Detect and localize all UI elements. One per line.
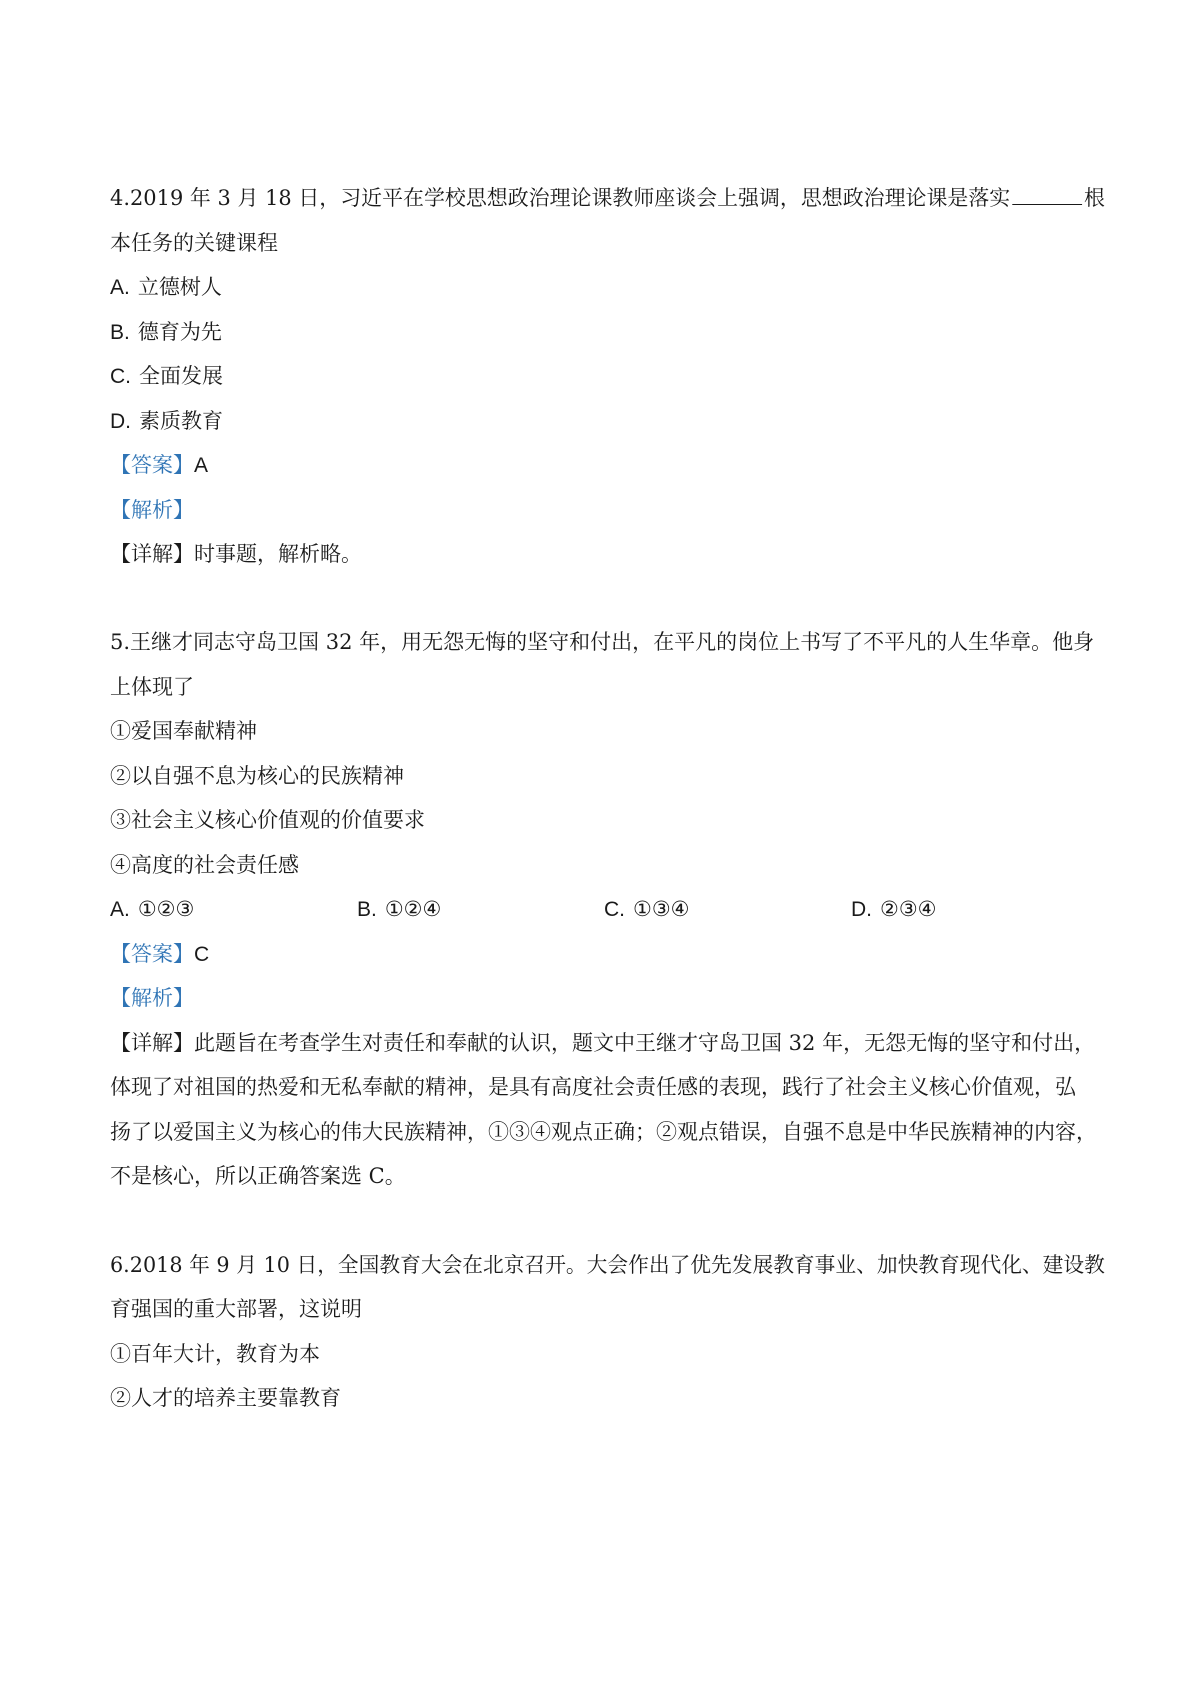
q5-option-d: D. ②③④: [851, 897, 937, 921]
q4-blank: [1012, 184, 1082, 205]
q4-option-a: A. 立德树人: [110, 275, 222, 299]
q4-option-d: D. 素质教育: [110, 409, 223, 433]
q5-detail-line-1: 【详解】此题旨在考查学生对责任和奉献的认识，题文中王继才守岛卫国 32 年，无怨无悔的坚守和付出，: [110, 1031, 1096, 1055]
q4-option-b: B. 德育为先: [110, 320, 222, 344]
q5-detail-line-4: 不是核心，所以正确答案选 C。: [110, 1164, 406, 1188]
q4-stem-line-1: [110, 184, 1105, 212]
q5-options-row: [110, 895, 1010, 923]
q5-answer: [110, 940, 217, 968]
q5-item-3: ③社会主义核心价值观的价值要求: [110, 808, 425, 832]
q4-stem-line-2: 本任务的关键课程: [110, 231, 278, 255]
q4-detail: 【详解】时事题，解析略。: [110, 542, 362, 566]
q5-detail-line-3: 扬了以爱国主义为核心的伟大民族精神，①③④观点正确；②观点错误，自强不息是中华民族精神的内容，: [110, 1120, 1097, 1144]
q5-item-4: ④高度的社会责任感: [110, 853, 299, 877]
q5-detail-line-2: 体现了对祖国的热爱和无私奉献的精神，是具有高度社会责任感的表现，践行了社会主义核心价值观，弘: [110, 1075, 1076, 1099]
answer-value: A: [194, 454, 209, 477]
q6-item-1: ①百年大计，教育为本: [110, 1342, 320, 1366]
q5-item-1: ①爱国奉献精神: [110, 719, 257, 743]
q5-stem-line-2: 上体现了: [110, 675, 194, 699]
q5-item-2: ②以自强不息为核心的民族精神: [110, 764, 404, 788]
q5-option-a: A. ①②③: [110, 897, 195, 921]
q5-option-b: B. ①②④: [357, 897, 442, 921]
q6-stem-line-1: 6.2018 年 9 月 10 日，全国教育大会在北京召开。大会作出了优先发展教育事业、加快教育现代化、建设教: [110, 1253, 1105, 1277]
q4-stem-tail: 根: [1084, 186, 1105, 210]
q5-option-c: C. ①③④: [604, 897, 690, 921]
q4-analysis-tag: 【解析】: [110, 498, 194, 522]
q4-stem-text: 4.2019 年 3 月 18 日，习近平在学校思想政治理论课教师座谈会上强调，思想政治理论课是落实: [110, 186, 1011, 210]
q4-option-c: C. 全面发展: [110, 364, 223, 388]
q4-answer: [110, 451, 216, 479]
answer-value: C: [194, 943, 210, 966]
answer-tag: 【答案】: [110, 942, 194, 966]
q5-analysis-tag: 【解析】: [110, 986, 194, 1010]
q5-stem-line-1: 5.王继才同志守岛卫国 32 年，用无怨无悔的坚守和付出，在平凡的岗位上书写了不平凡的人生华章。他身: [110, 630, 1095, 654]
q6-item-2: ②人才的培养主要靠教育: [110, 1386, 341, 1410]
q6-stem-line-2: 育强国的重大部署，这说明: [110, 1297, 362, 1321]
answer-tag: 【答案】: [110, 453, 194, 477]
